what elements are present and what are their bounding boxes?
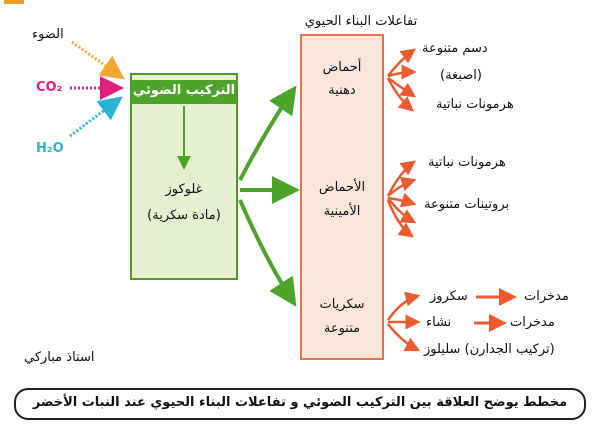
sucrose-label: سكروز xyxy=(430,289,468,304)
storage-label-1: مدخرات xyxy=(524,289,569,304)
amino-acids-line2: الأمينية xyxy=(323,204,361,219)
glucose-label: غلوكوز xyxy=(165,182,203,197)
hormones-label-2: هرمونات نباتية xyxy=(428,155,506,170)
pigments-label: (اصبغة) xyxy=(440,68,482,83)
cellulose-label: (تركيب الجدارن) سليلوز xyxy=(424,342,555,357)
sugars-line2: متنوعة xyxy=(323,321,361,336)
h2o-label: H₂O xyxy=(36,141,64,156)
photosynthesis-title: التركيب الضوئي xyxy=(132,83,236,98)
light-arrow xyxy=(72,42,120,76)
storage-label-2: مدخرات xyxy=(510,315,555,330)
fatty-fan xyxy=(388,50,414,110)
co2-label: CO₂ xyxy=(36,80,63,95)
starch-label: نشاء xyxy=(426,315,452,330)
fatty-acids-line2: دهنية xyxy=(328,83,356,98)
caption-text: مخطط يوضح العلاقة بين التركيب الضوئي و تفاعلات البناء الحيوي عند النبات الأخضر xyxy=(32,395,568,410)
sugars-fan xyxy=(388,296,418,350)
fats-label: دسم متنوعة xyxy=(422,41,488,56)
amino-fan xyxy=(388,162,414,236)
sugar-substance-label: (مادة سكرية) xyxy=(147,208,221,223)
amino-acids-line1: الأحماض xyxy=(318,180,366,195)
h2o-arrow xyxy=(70,100,118,136)
sugars-line1: سكريات xyxy=(319,297,365,312)
green-arrow-sugars xyxy=(240,200,292,300)
light-label: الضوء xyxy=(32,27,64,42)
hormones-label-1: هرمونات نباتية xyxy=(436,97,514,112)
fatty-acids-line1: أحماض xyxy=(322,60,362,75)
proteins-label: بروتينات متنوعة xyxy=(424,197,510,212)
author-label: استاذ مباركي xyxy=(24,350,95,365)
biosynthesis-title: تفاعلات البناء الحيوي xyxy=(304,14,418,29)
green-arrow-fatty xyxy=(240,92,292,180)
